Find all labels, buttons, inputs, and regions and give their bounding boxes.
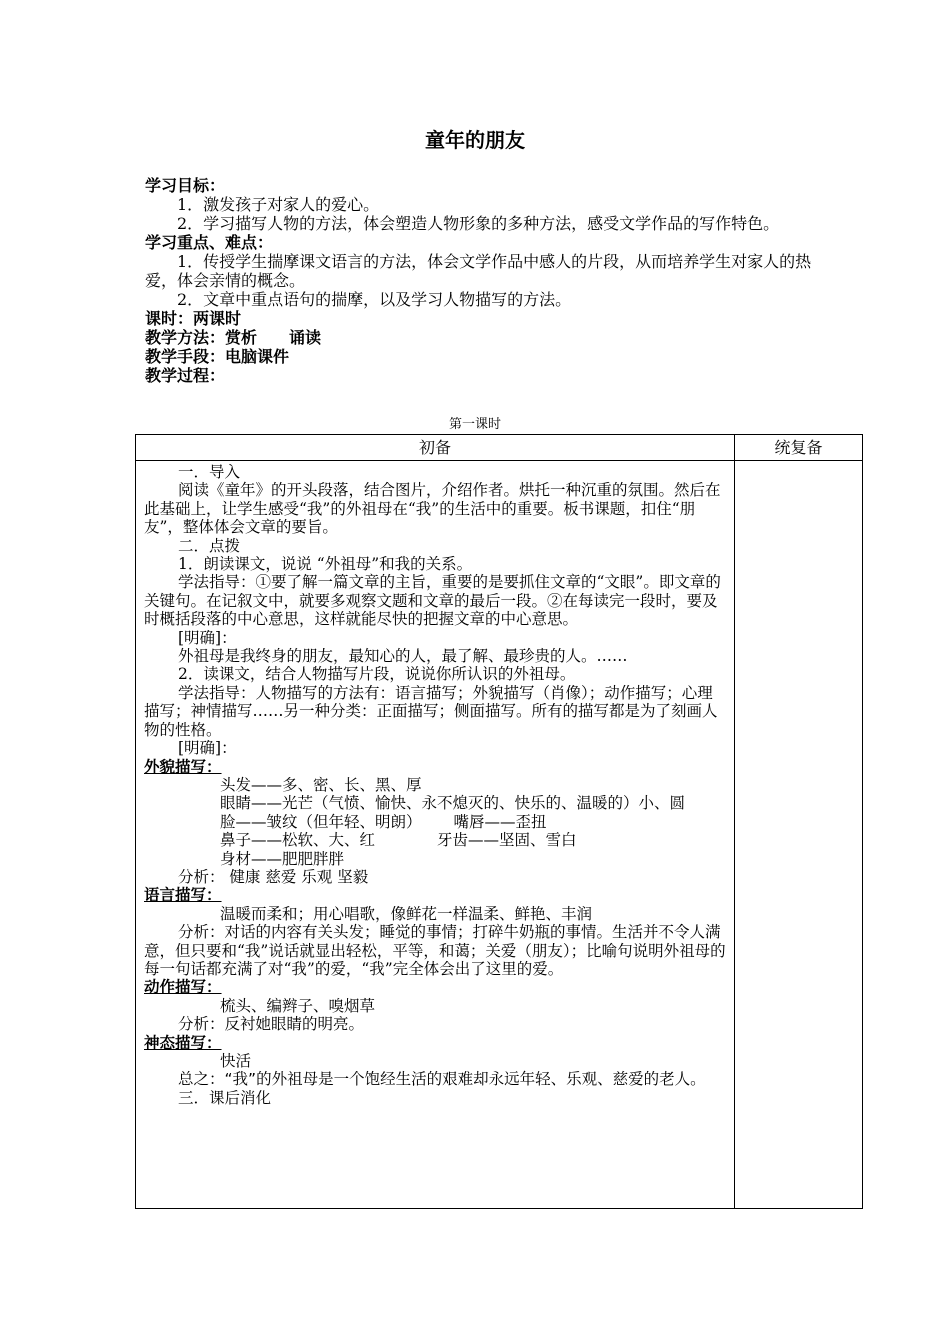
column-header-review: 统复备 [735, 435, 863, 461]
step-read-aloud: 1．朗读课文，说说 “外祖母”和我的关系。 [178, 555, 473, 574]
appearance-face-lips [144, 813, 726, 831]
lesson-intro [145, 176, 815, 385]
section-after-class: 三．课后消化 [178, 1088, 272, 1107]
heading-language: 语言描写： [144, 886, 222, 905]
appearance-figure: 身材——肥肥胖胖 [220, 849, 345, 868]
heading-action: 动作描写： [144, 978, 222, 997]
paragraph-intro: 阅读《童年》的开头段落，结合图片，介绍作者。烘托一种沉重的氛围。然后在此基础上，让学生感受“我”的外祖母在“我”的生活中的重要。板书课题，扣住“朋友”，整体体会文章的要旨。 [144, 481, 721, 537]
column-header-initial: 初备 [136, 435, 735, 461]
action-points: 梳头、编辫子、嗅烟草 [220, 996, 376, 1015]
appearance-hair: 头发——多、密、长、黑、厚 [220, 775, 422, 794]
analysis-appearance: 分析： 健康 慈爱 乐观 坚毅 [178, 867, 369, 886]
goals-heading: 学习目标： [145, 176, 226, 195]
teaching-method-extra: 诵读 [289, 328, 322, 347]
summary [144, 1070, 726, 1088]
method-guide-2: 学法指导：人物描写的方法有：语言描写；外貌描写（肖像）；动作描写；心理描写；神情描写……另一种分类：正面描写；侧面描写。所有的描写都是为了刻画人物的性格。 [144, 683, 718, 739]
key-point-2: 2．文章中重点语句的揣摩，以及学习人物描写的方法。 [177, 290, 572, 309]
clarify-label-1: [明确]： [178, 628, 237, 647]
appearance-teeth: 牙齿——坚固、雪白 [437, 831, 577, 850]
language-points: 温暖而柔和；用心唱歌，像鲜花一样温柔、鲜艳、丰润 [220, 904, 593, 923]
section-intro: 一．导入 [178, 463, 241, 481]
appearance-eyes: 眼睛——光芒（气愤、愉快、永不熄灭的、快乐的、温暖的）小、圆 [220, 794, 686, 813]
session-title: 第一课时 [448, 417, 501, 432]
heading-appearance: 外貌描写： [144, 757, 222, 776]
key-point-1: 1．传授学生揣摩课文语言的方法，体会文学作品中感人的片段，从而培养学生对家人的热爱，体会亲情的概念。 [145, 252, 812, 290]
lesson-table [135, 434, 863, 1209]
document-title: 童年的朋友 [425, 128, 525, 152]
appearance-face: 脸——皱纹（但年轻、明朗） [220, 812, 422, 831]
key-points-heading: 学习重点、难点： [145, 233, 274, 252]
heading-expression: 神态描写： [144, 1033, 222, 1052]
goal-1: 1．激发孩子对家人的爱心。 [177, 195, 380, 214]
clarify-text-1: 外祖母是我终身的朋友，最知心的人，最了解、最珍贵的人。…… [178, 647, 628, 666]
summary-label: 总之： [178, 1070, 225, 1089]
class-hours: 课时：两课时 [145, 309, 242, 328]
analysis-action: 分析：反衬她眼睛的明亮。 [178, 1015, 365, 1034]
initial-plan-cell [136, 461, 735, 1209]
appearance-nose: 鼻子——松软、大、红 [220, 831, 376, 850]
summary-text: “我”的外祖母是一个饱经生活的艰难却永远年轻、乐观、慈爱的老人。 [224, 1070, 706, 1089]
teaching-means: 教学手段：电脑课件 [145, 347, 290, 366]
teaching-process-heading: 教学过程： [145, 366, 226, 385]
expression-points: 快活 [220, 1052, 252, 1070]
teaching-method-label: 教学方法：赏析 [145, 328, 258, 347]
clarify-label-2: [明确]： [178, 739, 237, 758]
analysis-language: 分析：对话的内容有关头发；睡觉的事情；打碎牛奶瓶的事情。生活并不令人满意，但只要和“我”说话就显出轻松，平等，和蔼；关爱（朋友）；比喻句说明外祖母的每一句话都充满了对“我”的爱，“我”完全体会出了这里的爱。 [144, 923, 726, 978]
step-read-text: 2．读课文，结合人物描写片段，说说你所认识的外祖母。 [178, 665, 576, 684]
goal-2: 2．学习描写人物的方法，体会塑造人物形象的多种方法，感受文学作品的写作特色。 [177, 214, 780, 233]
appearance-nose-teeth [144, 831, 726, 849]
review-plan-cell [735, 461, 863, 1209]
section-guide: 二．点拨 [178, 536, 241, 555]
method-guide-1: 学法指导：①要了解一篇文章的主旨，重要的是要抓住文章的“文眼”。即文章的关键句。在记叙文中，就要多观察文题和文章的最后一段。②在每读完一段时，要及时概括段落的中心意思，这样就能尽快的把握文章的中心意思。 [144, 573, 721, 629]
appearance-lips: 嘴唇——歪扭 [453, 812, 547, 831]
teaching-method [145, 328, 815, 347]
